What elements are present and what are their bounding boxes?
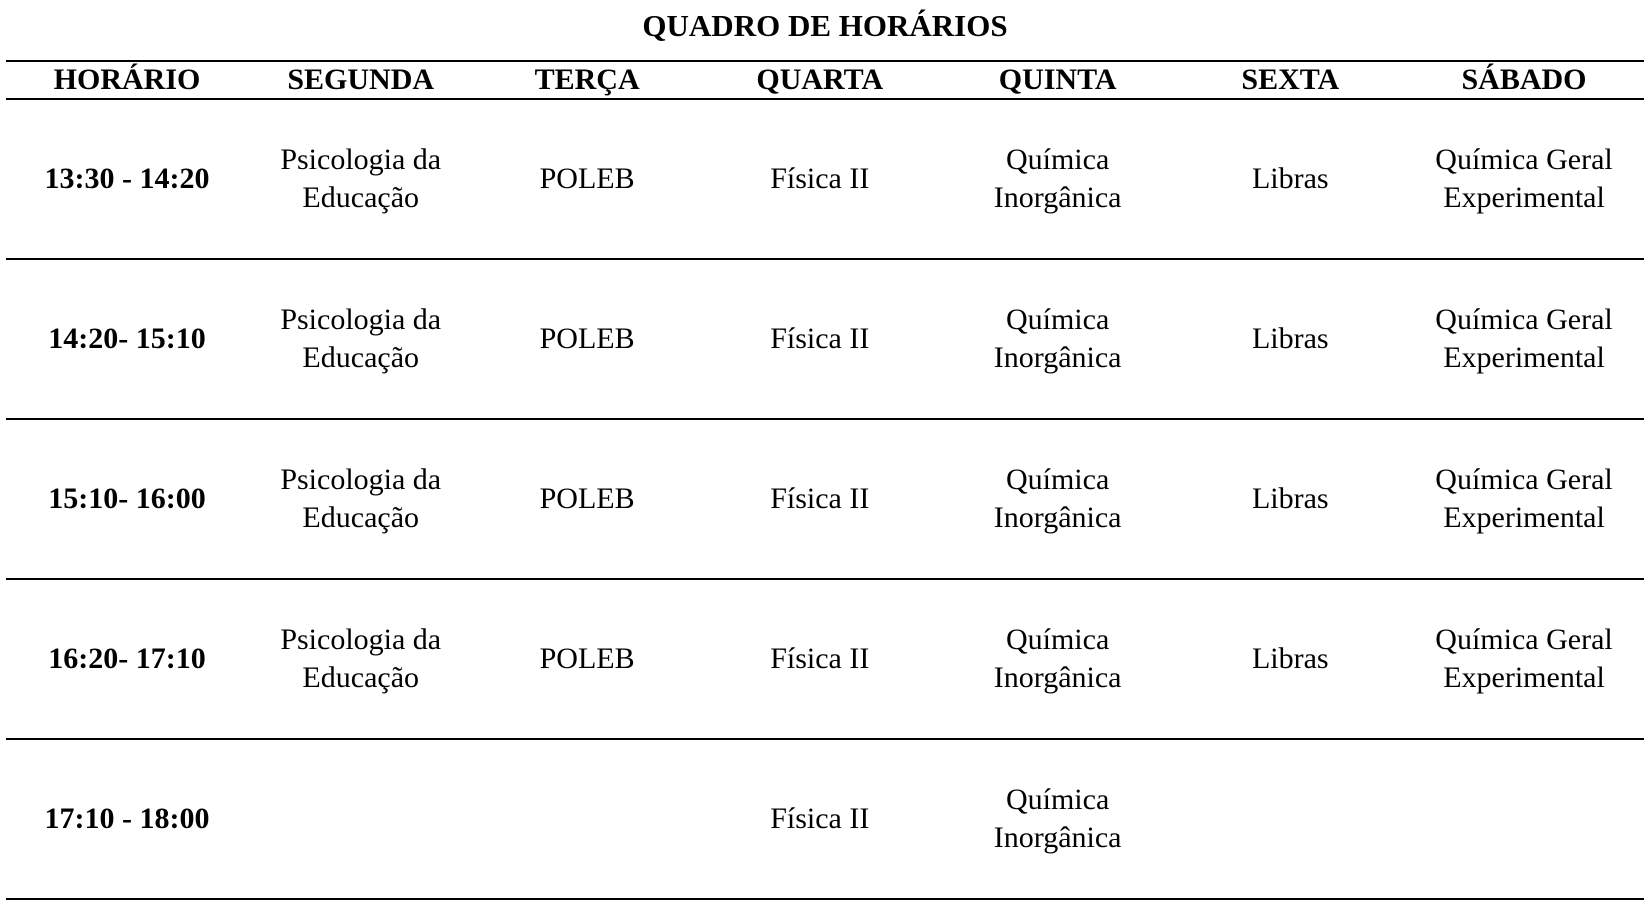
class-label: POLEB	[539, 482, 635, 515]
class-label: Química Inorgânica	[993, 783, 1122, 854]
time-cell	[6, 259, 248, 419]
class-cell-quinta	[939, 419, 1177, 579]
header-sexta: SEXTA	[1177, 61, 1404, 99]
table-row	[6, 579, 1644, 739]
class-label: Psicologia da Educação	[280, 463, 442, 534]
class-label: Libras	[1251, 322, 1329, 355]
time-cell	[6, 99, 248, 259]
class-label: Física II	[770, 802, 870, 835]
class-label: Psicologia da Educação	[280, 303, 442, 374]
class-cell-quarta	[701, 99, 939, 259]
class-label: Psicologia da Educação	[280, 623, 442, 694]
header-quarta: QUARTA	[701, 61, 939, 99]
class-cell-quarta	[701, 739, 939, 899]
header-horario: HORÁRIO	[6, 61, 248, 99]
class-cell-segunda	[248, 259, 473, 419]
class-cell-sexta	[1177, 99, 1404, 259]
class-cell-sexta	[1177, 259, 1404, 419]
class-label: POLEB	[539, 642, 635, 675]
class-label: POLEB	[539, 162, 635, 195]
time-cell	[6, 419, 248, 579]
time-cell	[6, 579, 248, 739]
class-label: POLEB	[539, 322, 635, 355]
class-cell-segunda	[248, 419, 473, 579]
class-cell-terca	[473, 99, 700, 259]
time-label: 13:30 - 14:20	[44, 162, 210, 195]
class-label: Química Inorgânica	[993, 143, 1122, 214]
class-cell-sabado	[1404, 259, 1644, 419]
time-label: 17:10 - 18:00	[44, 802, 210, 835]
class-cell-segunda	[248, 579, 473, 739]
class-cell-quinta	[939, 99, 1177, 259]
class-cell-terca	[473, 579, 700, 739]
header-terca: TERÇA	[473, 61, 700, 99]
class-cell-quinta	[939, 739, 1177, 899]
time-label: 15:10- 16:00	[48, 482, 206, 515]
class-label: Libras	[1251, 162, 1329, 195]
class-cell-sexta	[1177, 739, 1404, 899]
class-cell-sabado	[1404, 739, 1644, 899]
class-cell-quarta	[701, 579, 939, 739]
class-label: Física II	[770, 162, 870, 195]
class-label: Física II	[770, 642, 870, 675]
class-label: Química Geral Experimental	[1435, 143, 1613, 214]
header-row	[6, 61, 1644, 99]
class-label: Libras	[1251, 642, 1329, 675]
class-cell-quarta	[701, 259, 939, 419]
table-row	[6, 739, 1644, 899]
table-row	[6, 259, 1644, 419]
class-cell-segunda	[248, 99, 473, 259]
class-label: Psicologia da Educação	[280, 143, 442, 214]
class-cell-quinta	[939, 259, 1177, 419]
time-cell	[6, 739, 248, 899]
class-cell-terca	[473, 259, 700, 419]
class-label: Química Geral Experimental	[1435, 623, 1613, 694]
class-cell-sexta	[1177, 579, 1404, 739]
class-cell-sabado	[1404, 579, 1644, 739]
class-cell-quarta	[701, 419, 939, 579]
schedule-table	[6, 60, 1644, 900]
class-label: Química Inorgânica	[993, 463, 1122, 534]
class-label: Química Geral Experimental	[1435, 463, 1613, 534]
class-label: Química Inorgânica	[993, 623, 1122, 694]
class-label: Química Inorgânica	[993, 303, 1122, 374]
class-cell-terca	[473, 739, 700, 899]
header-sabado: SÁBADO	[1404, 61, 1644, 99]
class-label: Física II	[770, 482, 870, 515]
page-title: QUADRO DE HORÁRIOS	[642, 8, 1008, 43]
class-label: Física II	[770, 322, 870, 355]
class-cell-sabado	[1404, 419, 1644, 579]
header-quinta: QUINTA	[939, 61, 1177, 99]
time-label: 16:20- 17:10	[48, 642, 206, 675]
class-cell-sexta	[1177, 419, 1404, 579]
class-cell-quinta	[939, 579, 1177, 739]
class-cell-sabado	[1404, 99, 1644, 259]
class-cell-terca	[473, 419, 700, 579]
class-label: Química Geral Experimental	[1435, 303, 1613, 374]
time-label: 14:20- 15:10	[48, 322, 206, 355]
table-row	[6, 99, 1644, 259]
table-row	[6, 419, 1644, 579]
class-cell-segunda	[248, 739, 473, 899]
header-segunda: SEGUNDA	[248, 61, 473, 99]
class-label: Libras	[1251, 482, 1329, 515]
